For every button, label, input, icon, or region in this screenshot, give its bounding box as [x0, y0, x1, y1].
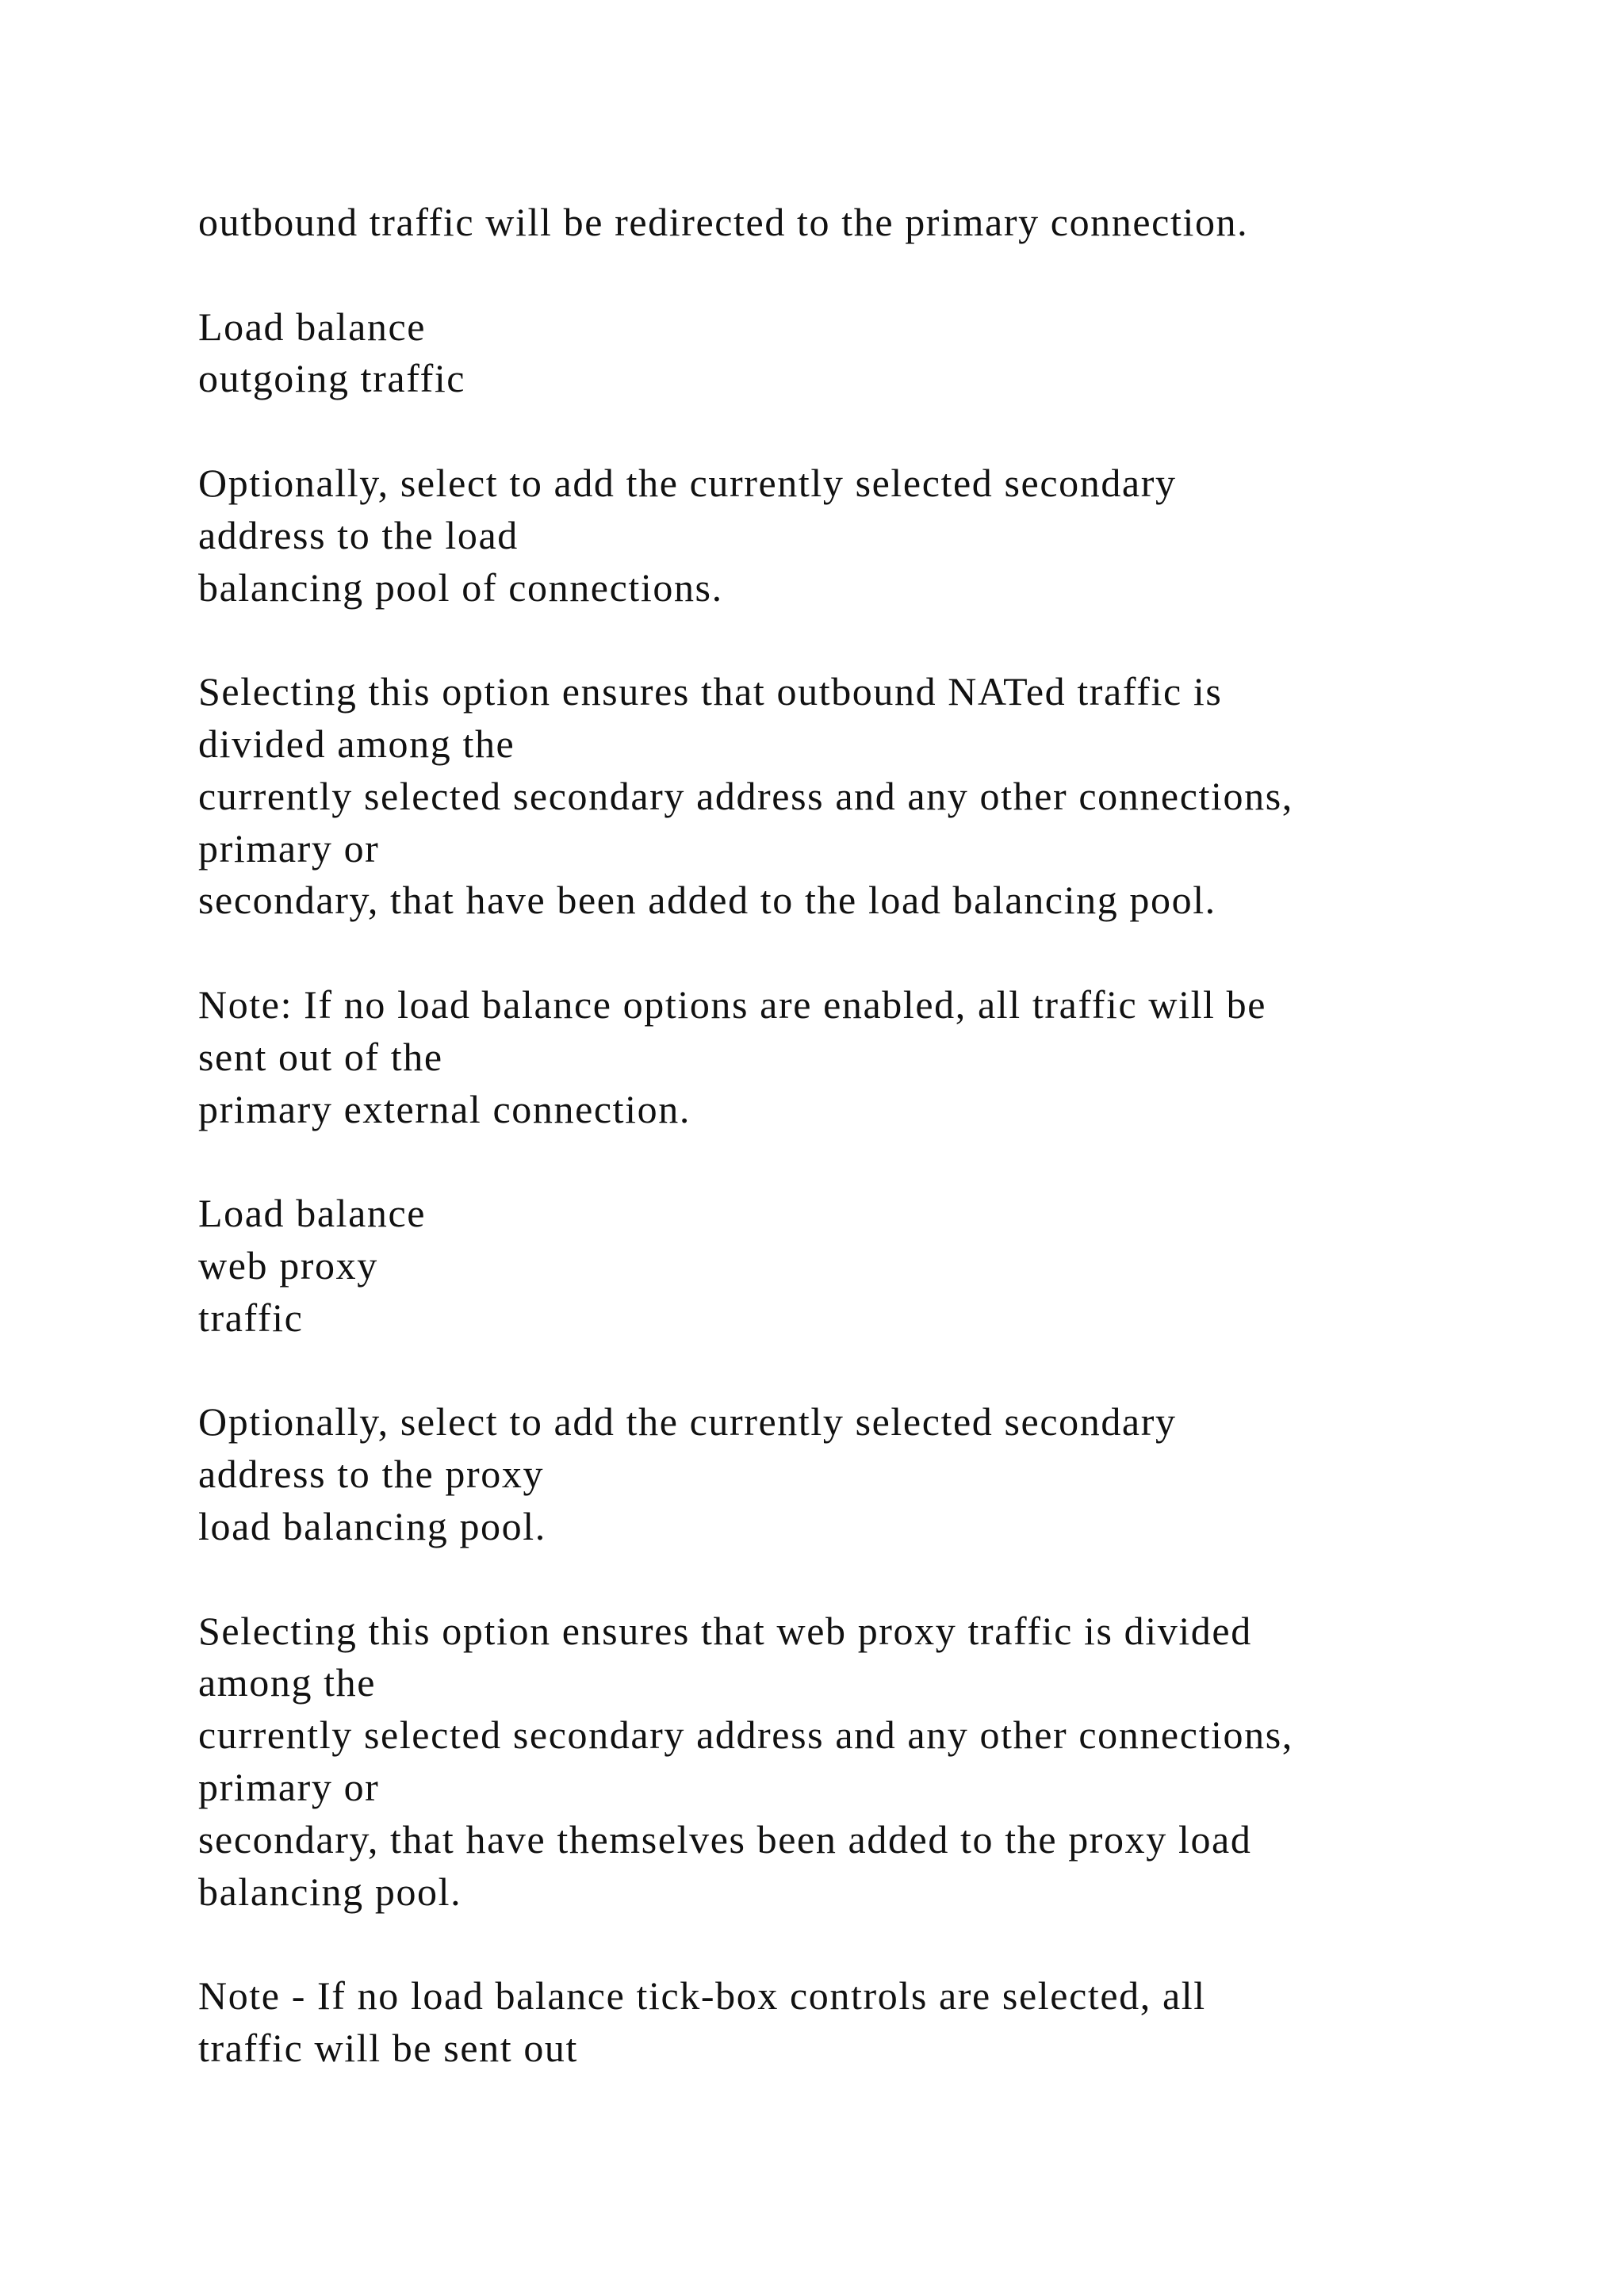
paragraph-gap — [198, 614, 1546, 666]
text-line: address to the load — [198, 512, 519, 557]
text-line: Load balance — [198, 304, 427, 349]
paragraph-gap — [198, 1135, 1546, 1188]
text-line: load balancing pool. — [198, 1503, 546, 1548]
text-line: primary or — [198, 1764, 380, 1809]
text-line: balancing pool. — [198, 1869, 462, 1914]
paragraph-gap — [198, 1345, 1546, 1397]
text-line: traffic — [198, 1295, 304, 1340]
text-line: web proxy — [198, 1242, 378, 1288]
document-body — [198, 197, 1546, 2075]
text-line: Optionally, select to add the currently selected secondary — [198, 1399, 1177, 1445]
text-line: currently selected secondary address and any other connections, — [198, 1712, 1293, 1758]
text-line: among the — [198, 1660, 377, 1705]
text-line: outgoing traffic — [198, 356, 466, 401]
text-line: address to the proxy — [198, 1452, 545, 1497]
text-line: secondary, that have been added to the load balancing pool. — [198, 878, 1216, 923]
text-line: divided among the — [198, 721, 515, 766]
text-line: currently selected secondary address and any other connections, — [198, 773, 1293, 818]
text-line: Load balance — [198, 1191, 427, 1236]
text-line: Optionally, select to add the currently selected secondary — [198, 460, 1177, 505]
text-line: primary or — [198, 825, 380, 871]
text-line: Selecting this option ensures that web proxy traffic is divided — [198, 1608, 1252, 1653]
paragraph-gap — [198, 249, 1546, 301]
text-line: Note - If no load balance tick-box controls are selected, all — [198, 1973, 1206, 2019]
text-line: outbound traffic will be redirected to the primary connection. — [198, 200, 1249, 244]
text-line: Note: If no load balance options are enabled, all traffic will be — [198, 982, 1267, 1027]
text-line: balancing pool of connections. — [198, 564, 723, 610]
text-line: sent out of the — [198, 1034, 443, 1079]
text-line: traffic will be sent out — [198, 2025, 579, 2070]
text-line: secondary, that have themselves been added to the proxy load — [198, 1816, 1252, 1862]
paragraph-gap — [198, 1918, 1546, 1970]
text-line: Selecting this option ensures that outbound NATed traffic is — [198, 669, 1223, 714]
paragraph-gap — [198, 927, 1546, 979]
paragraph-gap — [198, 1553, 1546, 1605]
paragraph-gap — [198, 405, 1546, 457]
text-line: primary external connection. — [198, 1086, 691, 1131]
